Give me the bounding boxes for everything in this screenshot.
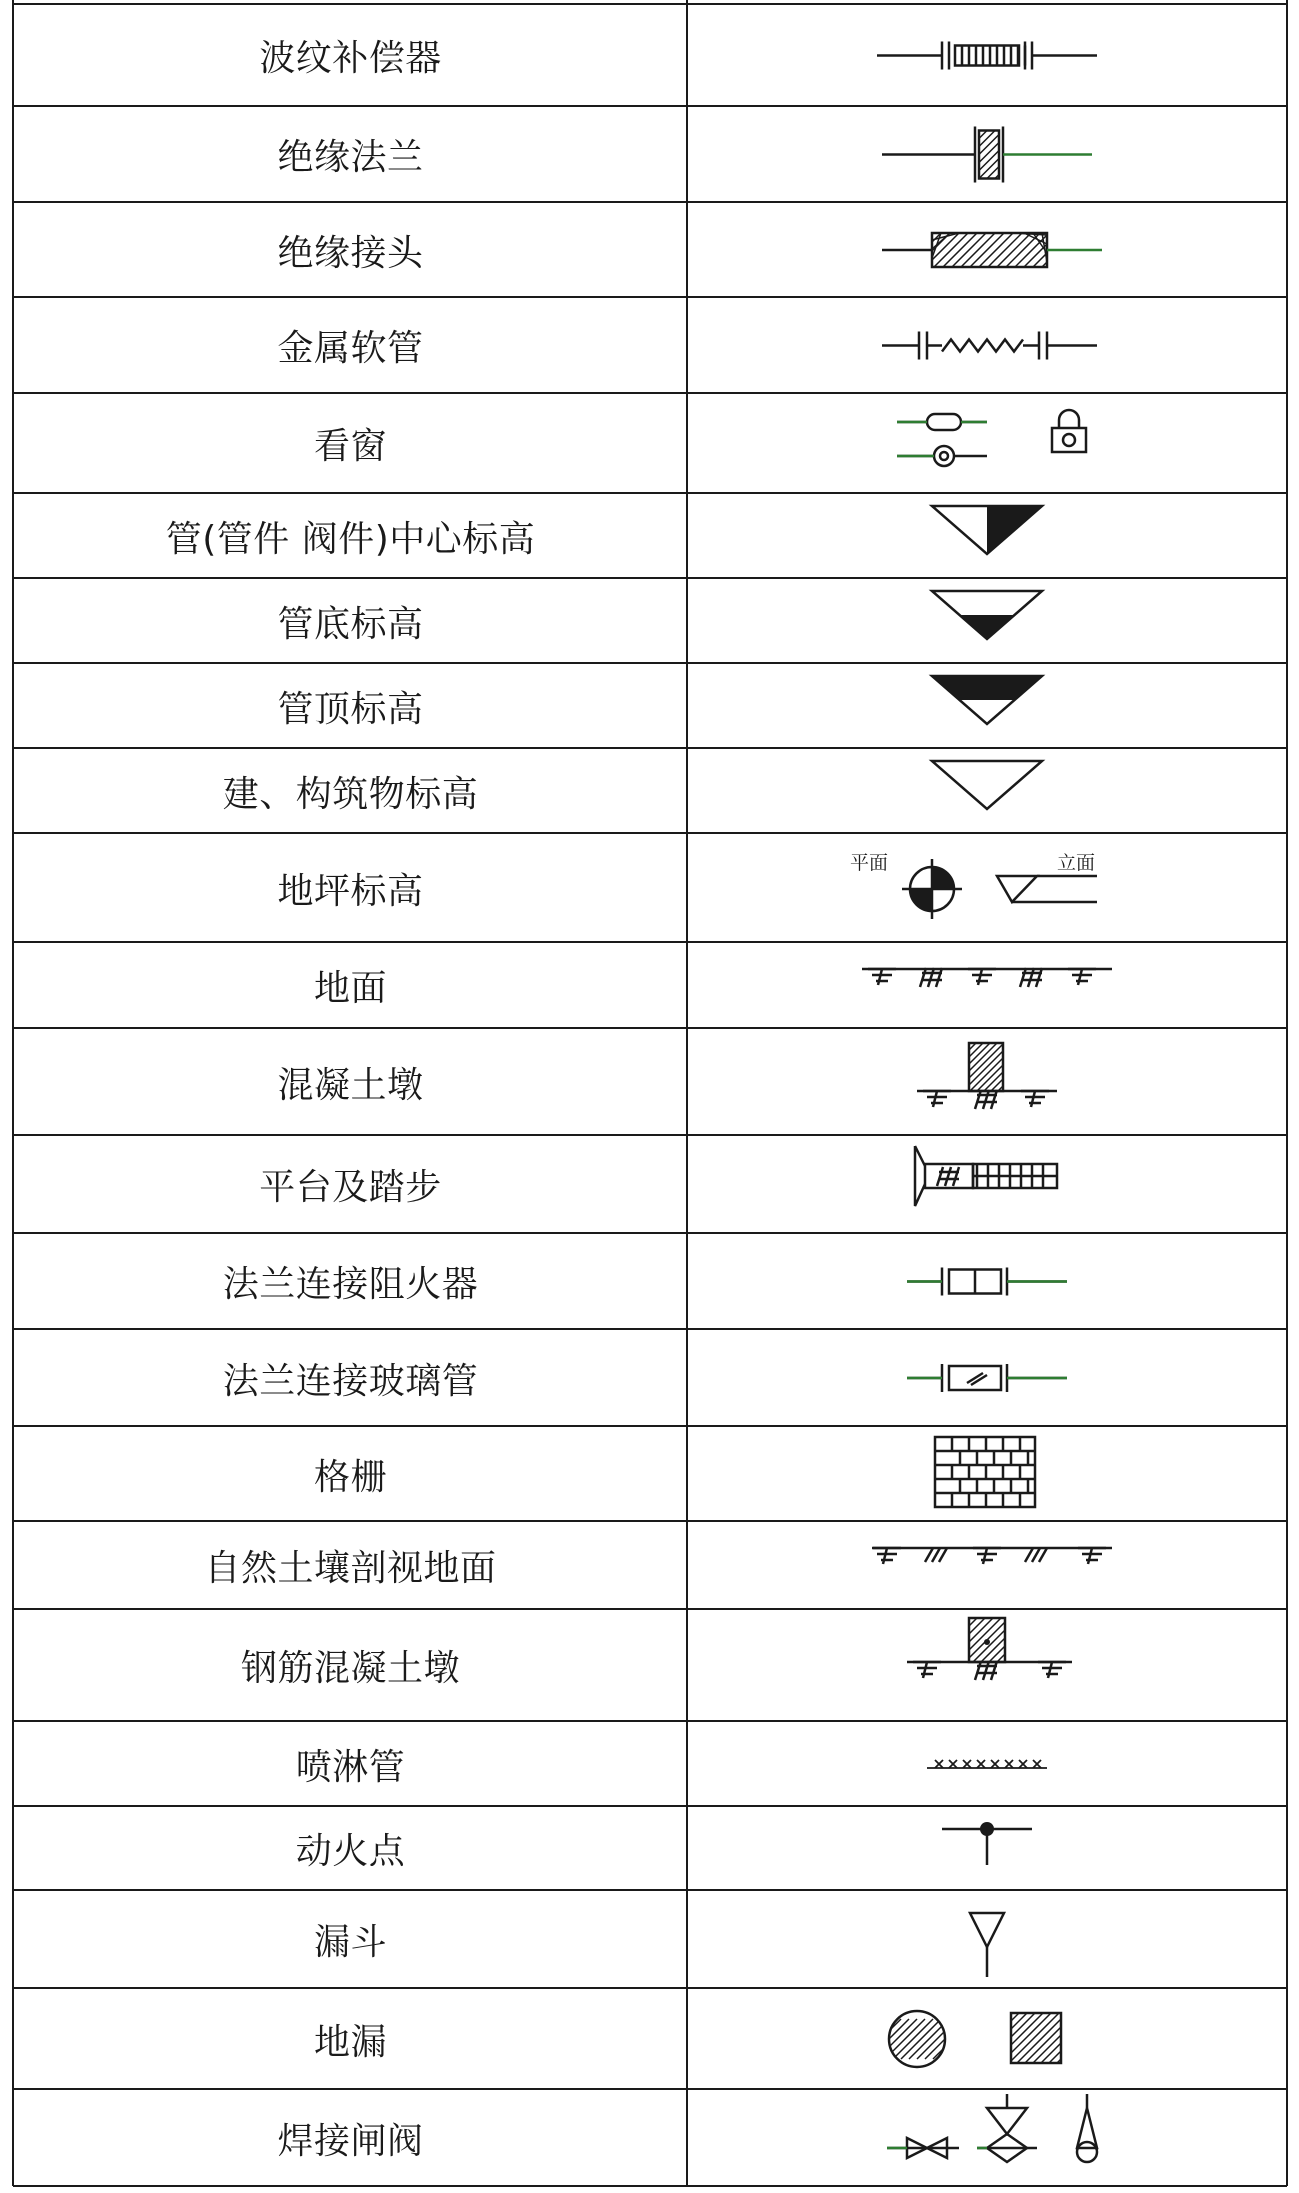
insulating-joint-icon xyxy=(687,203,1287,297)
table-row-name: 混凝土墩 xyxy=(277,1064,424,1106)
center-elevation-icon xyxy=(687,494,1287,578)
bottom-elevation-icon xyxy=(687,579,1287,663)
insulating-flange-icon xyxy=(687,107,1287,202)
elevation-label: 立面 xyxy=(1057,852,1096,874)
sight-glass-icon xyxy=(687,394,1287,493)
table-row-name: 地面 xyxy=(313,968,387,1009)
glass-tube-icon xyxy=(687,1330,1287,1426)
table-row-name: 地坪标高 xyxy=(277,870,424,912)
table-row-name: 地漏 xyxy=(313,2021,387,2063)
table-row-name: 绝缘接头 xyxy=(277,232,424,274)
funnel-icon xyxy=(687,1891,1287,1988)
table-row-name: 法兰连接阻火器 xyxy=(222,1264,479,1305)
sprinkler-pipe-icon xyxy=(687,1722,1287,1806)
flame-arrester-icon xyxy=(687,1234,1287,1329)
floor-elevation-icon xyxy=(687,834,1287,942)
plan-label: 平面 xyxy=(850,852,889,874)
table-row-name: 管底标高 xyxy=(277,603,424,645)
platform-steps-icon xyxy=(687,1136,1287,1233)
ground-icon xyxy=(687,943,1287,1028)
welded-gate-valve-icon xyxy=(687,2090,1287,2186)
building-elevation-icon xyxy=(687,749,1287,833)
metal-hose-icon xyxy=(687,298,1287,393)
floor-drain-icon xyxy=(687,1989,1287,2089)
concrete-pier-icon xyxy=(687,1029,1287,1135)
natural-soil-section-icon xyxy=(687,1522,1287,1609)
table-row-name: 格栅 xyxy=(313,1456,387,1498)
grating-icon xyxy=(687,1427,1287,1521)
table-row-name: 绝缘法兰 xyxy=(277,137,424,178)
table-row-name: 建、构筑物标高 xyxy=(222,773,479,815)
table-row-name: 动火点 xyxy=(295,1831,406,1872)
table-row-name: 焊接闸阀 xyxy=(277,2120,424,2162)
bellows-compensator-icon xyxy=(687,5,1287,106)
table-row-name: 平台及踏步 xyxy=(259,1167,442,1208)
table-row-name: 波纹补偿器 xyxy=(259,38,442,79)
table-row-name: 金属软管 xyxy=(277,328,424,369)
table-row-name: 法兰连接玻璃管 xyxy=(222,1360,479,1402)
table-row-name: 自然土壤剖视地面 xyxy=(204,1548,497,1589)
table-row-name: 管顶标高 xyxy=(277,688,424,730)
hot-work-point-icon xyxy=(687,1807,1287,1890)
table-row-name: 钢筋混凝土墩 xyxy=(240,1648,460,1689)
table-row-name: 漏斗 xyxy=(313,1922,387,1963)
reinforced-concrete-pier-icon xyxy=(687,1610,1287,1721)
table-row-name: 管(管件 阀件)中心标高 xyxy=(165,518,536,560)
table-row-name: 看窗 xyxy=(313,426,387,467)
table-row-name: 喷淋管 xyxy=(295,1746,406,1788)
top-elevation-icon xyxy=(687,664,1287,748)
